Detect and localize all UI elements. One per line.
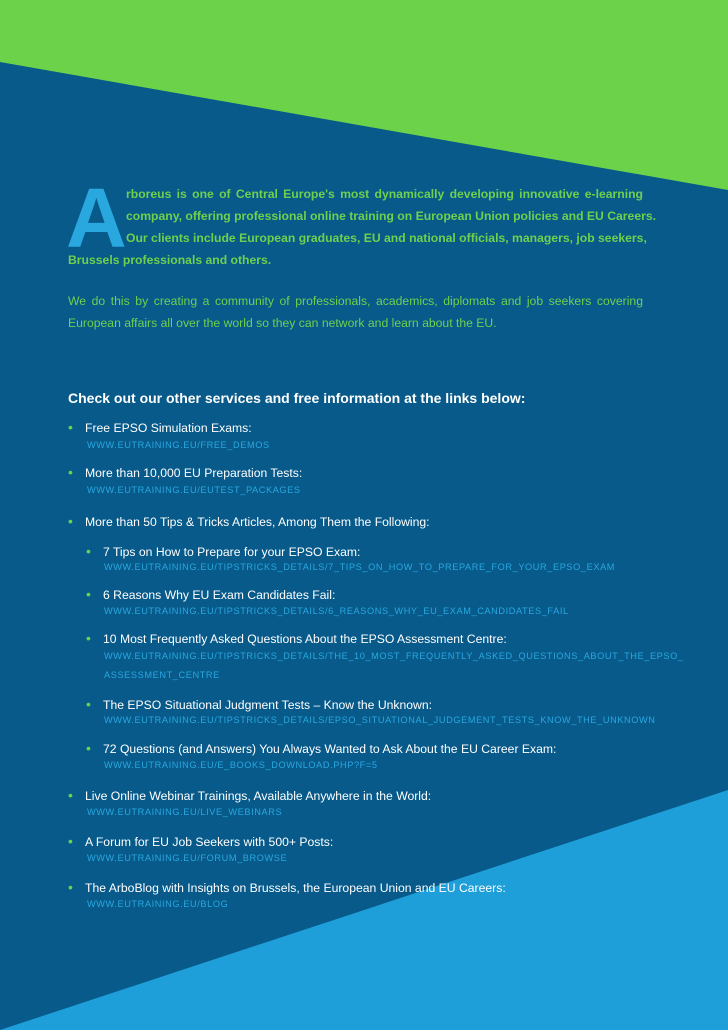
bullet-icon: • xyxy=(86,696,91,712)
item-label: More than 10,000 EU Preparation Tests: xyxy=(85,466,303,480)
item-label: 10 Most Frequently Asked Questions About the EPSO Assessment Centre: xyxy=(103,632,507,646)
list-item xyxy=(68,513,430,529)
bullet-icon: • xyxy=(68,464,73,480)
bullet-icon: • xyxy=(86,543,91,559)
bullet-icon: • xyxy=(86,586,91,602)
url-link[interactable]: WWW.EUTRAINING.EU/FREE_DEMOS xyxy=(87,440,270,450)
url-link[interactable]: WWW.EUTRAINING.EU/BLOG xyxy=(87,899,229,909)
item-label: 6 Reasons Why EU Exam Candidates Fail: xyxy=(103,588,336,602)
url-link[interactable]: WWW.EUTRAINING.EU/FORUM_BROWSE xyxy=(87,853,288,863)
item-label: The ArboBlog with Insights on Brussels, the European Union and EU Careers: xyxy=(85,881,506,895)
bullet-icon: • xyxy=(68,879,73,895)
intro-line-2: company, offering professional online training on European Union policies and EU Careers. xyxy=(126,209,657,223)
bullet-icon: • xyxy=(86,630,91,646)
intro-line-3: Our clients include European graduates, EU and national officials, managers, job seekers, xyxy=(126,231,647,245)
item-label: Free EPSO Simulation Exams: xyxy=(85,421,252,435)
paragraph-line-1: We do this by creating a community of professionals, academics, diplomats and job seekers covering xyxy=(68,294,643,308)
sub-list-item xyxy=(86,740,556,756)
list-item xyxy=(68,464,302,480)
bullet-icon: • xyxy=(68,513,73,529)
sub-list-item xyxy=(86,586,335,602)
sub-list-item xyxy=(86,696,432,712)
url-link[interactable]: WWW.EUTRAINING.EU/TIPSTRICKS_DETAILS/EPSO_SITUATIONAL_JUDGEMENT_TESTS_KNOW_THE_UNKNOWN xyxy=(104,715,656,725)
item-label: More than 50 Tips & Tricks Articles, Among Them the Following: xyxy=(85,515,430,529)
item-label: A Forum for EU Job Seekers with 500+ Posts: xyxy=(85,835,334,849)
bullet-icon: • xyxy=(68,787,73,803)
url-link[interactable]: WWW.EUTRAINING.EU/TIPSTRICKS_DETAILS/6_REASONS_WHY_EU_EXAM_CANDIDATES_FAIL xyxy=(104,606,569,616)
list-item xyxy=(68,419,252,435)
bullet-icon: • xyxy=(68,833,73,849)
url-link[interactable]: WWW.EUTRAINING.EU/LIVE_WEBINARS xyxy=(87,807,283,817)
sub-list-item xyxy=(86,543,360,559)
bullet-icon: • xyxy=(68,419,73,435)
sub-list-item xyxy=(86,630,507,646)
bullet-icon: • xyxy=(86,740,91,756)
list-item xyxy=(68,833,333,849)
item-label: 72 Questions (and Answers) You Always Wanted to Ask About the EU Career Exam: xyxy=(103,742,557,756)
item-label: The EPSO Situational Judgment Tests – Know the Unknown: xyxy=(103,698,433,712)
paragraph-line-2: European affairs all over the world so they can network and learn about the EU. xyxy=(68,316,497,330)
item-label: Live Online Webinar Trainings, Available Anywhere in the World: xyxy=(85,789,432,803)
list-item xyxy=(68,879,506,895)
url-link[interactable]: WWW.EUTRAINING.EU/TIPSTRICKS_DETAILS/THE_10_MOST_FREQUENTLY_ASKED_QUESTIONS_ABOUT_THE_EPSO_ xyxy=(104,651,684,661)
url-link[interactable]: WWW.EUTRAINING.EU/E_BOOKS_DOWNLOAD.PHP?F=5 xyxy=(104,760,378,770)
url-link-continued[interactable]: ASSESSMENT_CENTRE xyxy=(104,670,220,680)
item-label: 7 Tips on How to Prepare for your EPSO Exam: xyxy=(103,545,361,559)
list-item xyxy=(68,787,431,803)
intro-line-4: Brussels professionals and others. xyxy=(68,253,272,267)
services-heading: Check out our other services and free information at the links below: xyxy=(68,390,526,406)
intro-line-1: rboreus is one of Central Europe's most dynamically developing innovative e-learning xyxy=(126,187,643,201)
dropcap-letter: A xyxy=(66,171,127,265)
url-link[interactable]: WWW.EUTRAINING.EU/EUTEST_PACKAGES xyxy=(87,485,301,495)
url-link[interactable]: WWW.EUTRAINING.EU/TIPSTRICKS_DETAILS/7_TIPS_ON_HOW_TO_PREPARE_FOR_YOUR_EPSO_EXAM xyxy=(104,562,616,572)
